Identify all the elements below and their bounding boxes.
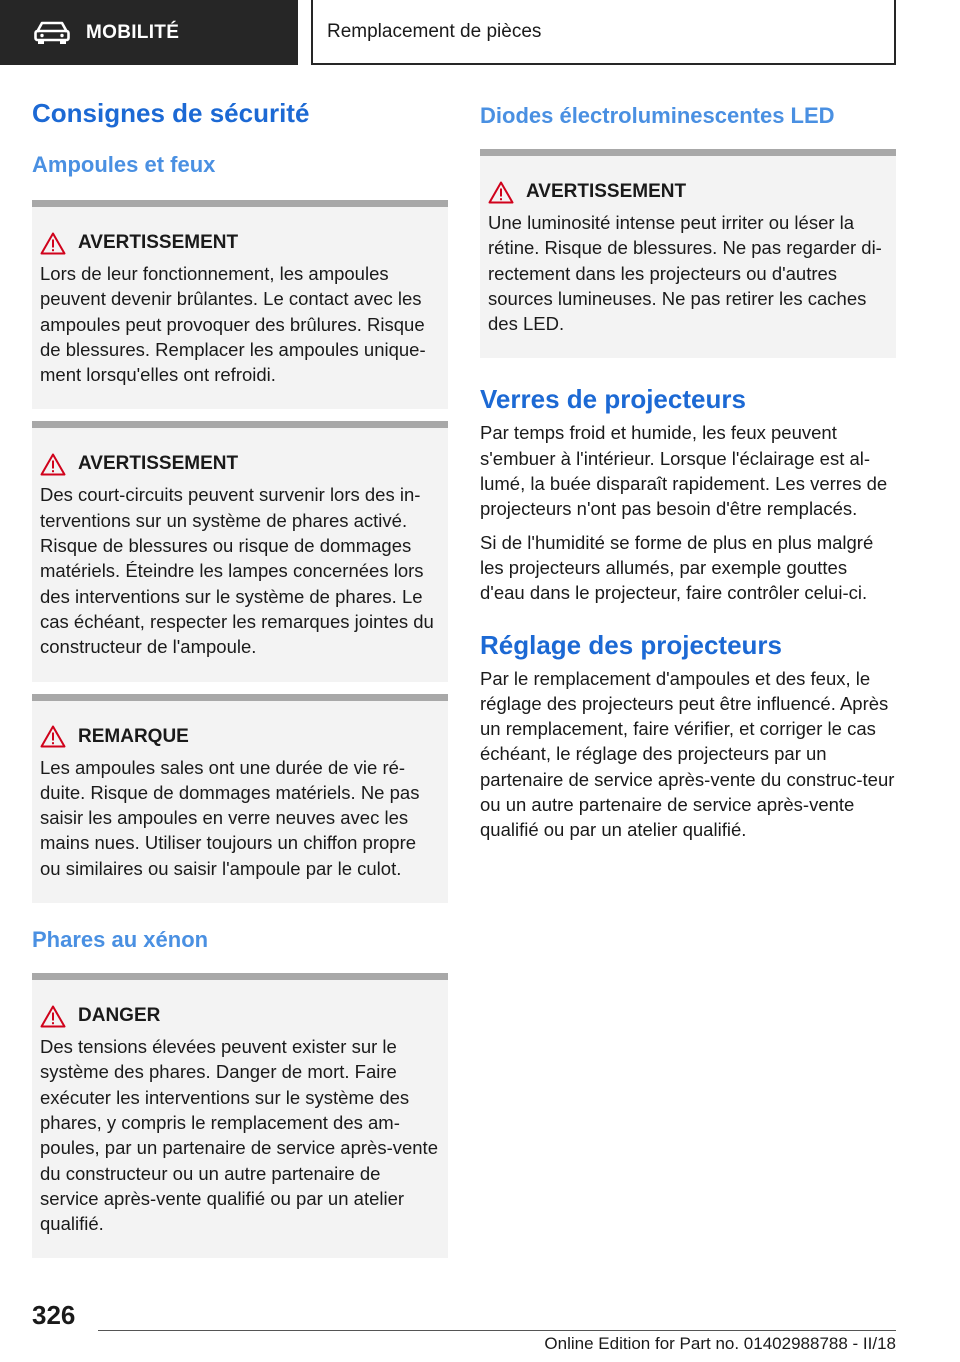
subheading-led: Diodes électroluminescentes LED [480,103,835,128]
right-column [480,96,896,843]
notice-text: Les ampoules sales ont une durée de vie ré-duite. Risque de dommages matériels. Ne pas saisir les ampoules en verre neuves avec les mains nues. Utiliser toujours un chiffon propre ou similaires ou saisir l'ampoule par le culot. [40,756,420,879]
section-tab[interactable] [0,0,298,65]
warning-triangle-icon [40,725,66,748]
heading-safety: Consignes de sécurité [32,98,310,128]
warning-triangle-icon [40,1005,66,1028]
heading-lenses: Verres de projecteurs [480,384,746,415]
car-icon [34,20,70,46]
notice-text: Des court-circuits peuvent survenir lors des in-terventions sur un système de phares activé. Risque de blessures ou risque de dommages matériels. Éteindre les lampes concernées lors des interventions sur le système de phares. Le cas échéant, respecter les remarques jointes du constructeur de l'ampoule. [40,484,434,658]
warning-triangle-icon [40,453,66,476]
warning-box [480,149,896,358]
remark-box [32,694,448,903]
paragraph: Par le remplacement d'ampoules et des feux, le réglage des projecteurs peut être influencé. Après un remplacement, faire vérifier, et corriger le cas échéant, le réglage des projecteurs par un partenaire de service après-vente du construc-teur ou un autre partenaire de service après-vente qualifié ou par un atelier qualifié. [480,667,895,841]
heading-adjustment: Réglage des projecteurs [480,629,782,660]
left-column [32,96,448,1258]
notice-title: AVERTISSEMENT [526,181,687,202]
chapter-header [311,0,896,65]
warning-triangle-icon [488,181,514,204]
notice-title: AVERTISSEMENT [78,232,239,253]
edition-note: Online Edition for Part no. 01402988788 - II/18 [544,1334,896,1353]
section-label: MOBILITÉ [86,21,180,43]
paragraph: Si de l'humidité se forme de plus en plus malgré les projecteurs allumés, par exemple gouttes d'eau dans le projecteur, faire contrôler celui-ci. [480,531,874,604]
notice-text: Une luminosité intense peut irriter ou léser la rétine. Risque de blessures. Ne pas regarder di-rectement dans les projecteurs ou d'autres sources lumineuses. Ne pas retirer les caches des LED. [488,212,882,335]
subheading-bulbs: Ampoules et feux [32,152,216,177]
page-number: 326 [32,1300,76,1330]
subheading-xenon: Phares au xénon [32,927,209,953]
notice-title: AVERTISSEMENT [78,453,239,475]
notice-title: REMARQUE [78,725,189,747]
warning-triangle-icon [40,232,66,255]
warning-box [32,421,448,681]
footer-divider [98,1330,896,1331]
notice-title: DANGER [78,1005,161,1027]
notice-text: Des tensions élevées peuvent exister sur le système des phares. Danger de mort. Faire exécuter les interventions sur le système des phares, y compris le remplacement des am-poules, par un partenaire de service après-vente du constructeur ou un autre partenaire de service après-vente qualifié ou par un atelier qualifié. [40,1036,438,1235]
chapter-title: Remplacement de pièces [327,20,542,42]
paragraph: Par temps froid et humide, les feux peuvent s'embuer à l'intérieur. Lorsque l'éclairage est al-lumé, la buée disparaît rapidement. Les verres de projecteurs n'ont pas besoin d'être remplacés. [480,422,888,520]
danger-box [32,973,448,1258]
warning-box [32,200,448,409]
notice-text: Lors de leur fonctionnement, les ampoules peuvent devenir brûlantes. Le contact avec les ampoules peut provoquer des brûlures. Risque de blessures. Remplacer les ampoules unique-ment lorsqu'elles ont refroidi. [40,263,426,386]
